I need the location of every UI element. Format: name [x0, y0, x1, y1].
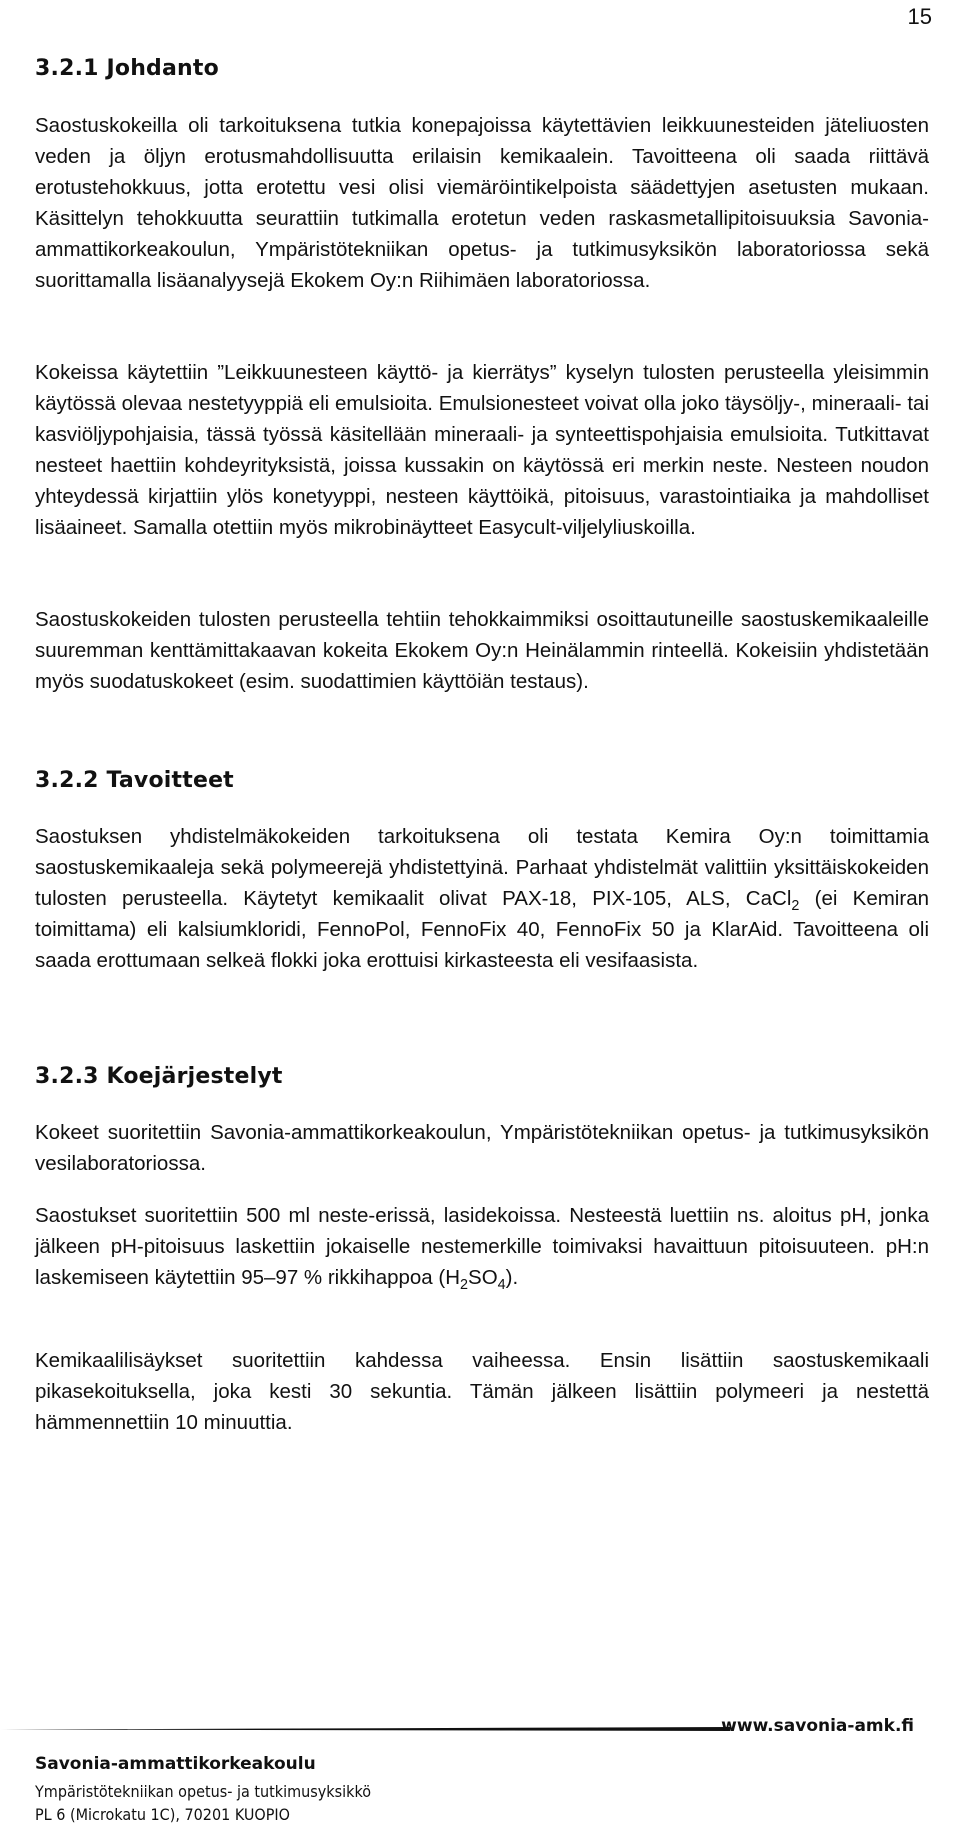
text-run: ).	[505, 1266, 519, 1289]
text-run: Saostukset suoritettiin 500 ml neste-erissä, lasidekoissa. Nesteestä luettiin ns. aloitus pH, jonka jälkeen pH-pitoisuus laskettiin jokaiselle nestemerkille toimivaksi havaittuun pitoisuuteen. pH:n laskemiseen käytettiin 95–97 % rikkihappoa (H	[35, 1204, 929, 1289]
subscript: 2	[791, 898, 800, 915]
text-run: SO	[468, 1266, 498, 1289]
paragraph-koejarjestelyt-3: Kemikaalilisäykset suoritettiin kahdessa vaiheessa. Ensin lisättiin saostuskemikaali pikasekoituksella, joka kesti 30 sekuntia. Tämän jälkeen lisättiin polymeeri ja nestettä hämmennettiin 10 minuuttia.	[35, 1349, 929, 1434]
footer-unit: Ympäristötekniikan opetus- ja tutkimusyksikkö	[35, 1782, 372, 1801]
paragraph-johdanto-3: Saostuskokeiden tulosten perusteella tehtiin tehokkaimmiksi osoittautuneille saostuskemikaaleille suuremman kenttämittakaavan kokeita Ekokem Oy:n Heinälammin rinteellä. Kokeisiin yhdistetään myös suodatuskokeet (esim. suodattimien käyttöiän testaus).	[35, 608, 929, 693]
subscript: 4	[497, 1277, 506, 1294]
paragraph-tavoitteet-1	[35, 821, 929, 976]
page-number: 15	[907, 4, 932, 29]
subscript: 2	[460, 1277, 469, 1294]
footer-website-link[interactable]: www.savonia-amk.fi	[721, 1716, 914, 1736]
paragraph-johdanto-1: Saostuskokeilla oli tarkoituksena tutkia konepajoissa käytettävien leikkuunesteiden jäteliuosten veden ja öljyn erotusmahdollisuutta erilaisin kemikaalein. Tavoitteena oli saada riittävä erotustehokkuus, jotta erotettu vesi olisi viemäröintikelpoista säädettyjen asetusten mukaan. Käsittelyn tehokkuutta seurattiin tutkimalla erotetun veden raskasmetallipitoisuuksia Savonia-ammattikorkeakoulun, Ympäristötekniikan opetus- ja tutkimusyksikön laboratoriossa sekä suorittamalla lisäanalyysejä Ekokem Oy:n Riihimäen laboratoriossa.	[35, 114, 929, 292]
section-heading-tavoitteet: 3.2.2 Tavoitteet	[35, 768, 234, 793]
footer-organization: Savonia-ammattikorkeakoulu	[35, 1754, 316, 1774]
text-run: Saostuksen yhdistelmäkokeiden tarkoituksena oli testata Kemira Oy:n toimittamia saostuskemikaaleja sekä polymeerejä yhdistettyinä. Parhaat yhdistelmät valittiin yksittäiskokeiden tulosten perusteella. Käytetyt kemikaalit olivat PAX-18, PIX-105, ALS, CaCl	[35, 825, 929, 910]
section-heading-johdanto: 3.2.1 Johdanto	[35, 56, 219, 81]
paragraph-johdanto-2: Kokeissa käytettiin ”Leikkuunesteen käyttö- ja kierrätys” kyselyn tulosten perusteella yleisimmin käytössä olevaa nestetyyppiä eli emulsioita. Emulsionesteet voivat olla joko täysöljy-, mineraali- tai kasviöljypohjaisia, tässä työssä käsitellään mineraali- ja synteettispohjaisia emulsioita. Tutkittavat nesteet haettiin kohdeyrityksistä, joissa kussakin on käytössä eri merkin neste. Nesteen noudon yhteydessä kirjattiin ylös konetyyppi, nesteen käyttöikä, pitoisuus, varastointiaika ja mahdolliset lisäaineet. Samalla otettiin myös mikrobinäytteet Easycult-viljelyliuskoilla.	[35, 361, 929, 539]
section-heading-koejarjestelyt: 3.2.3 Koejärjestelyt	[35, 1064, 283, 1089]
text-run: (ei Kemiran toimittama) eli kalsiumkloridi, FennoPol, FennoFix 40, FennoFix 50 ja KlarAid. Tavoitteena oli saada erottumaan selkeä flokki joka erottuisi kirkasteesta eli vesifaasista.	[35, 887, 929, 972]
footer-address: PL 6 (Microkatu 1C), 70201 KUOPIO	[35, 1805, 290, 1824]
paragraph-koejarjestelyt-2	[35, 1200, 929, 1293]
paragraph-koejarjestelyt-1: Kokeet suoritettiin Savonia-ammattikorkeakoulun, Ympäristötekniikan opetus- ja tutkimusyksikön vesilaboratoriossa.	[35, 1121, 929, 1175]
